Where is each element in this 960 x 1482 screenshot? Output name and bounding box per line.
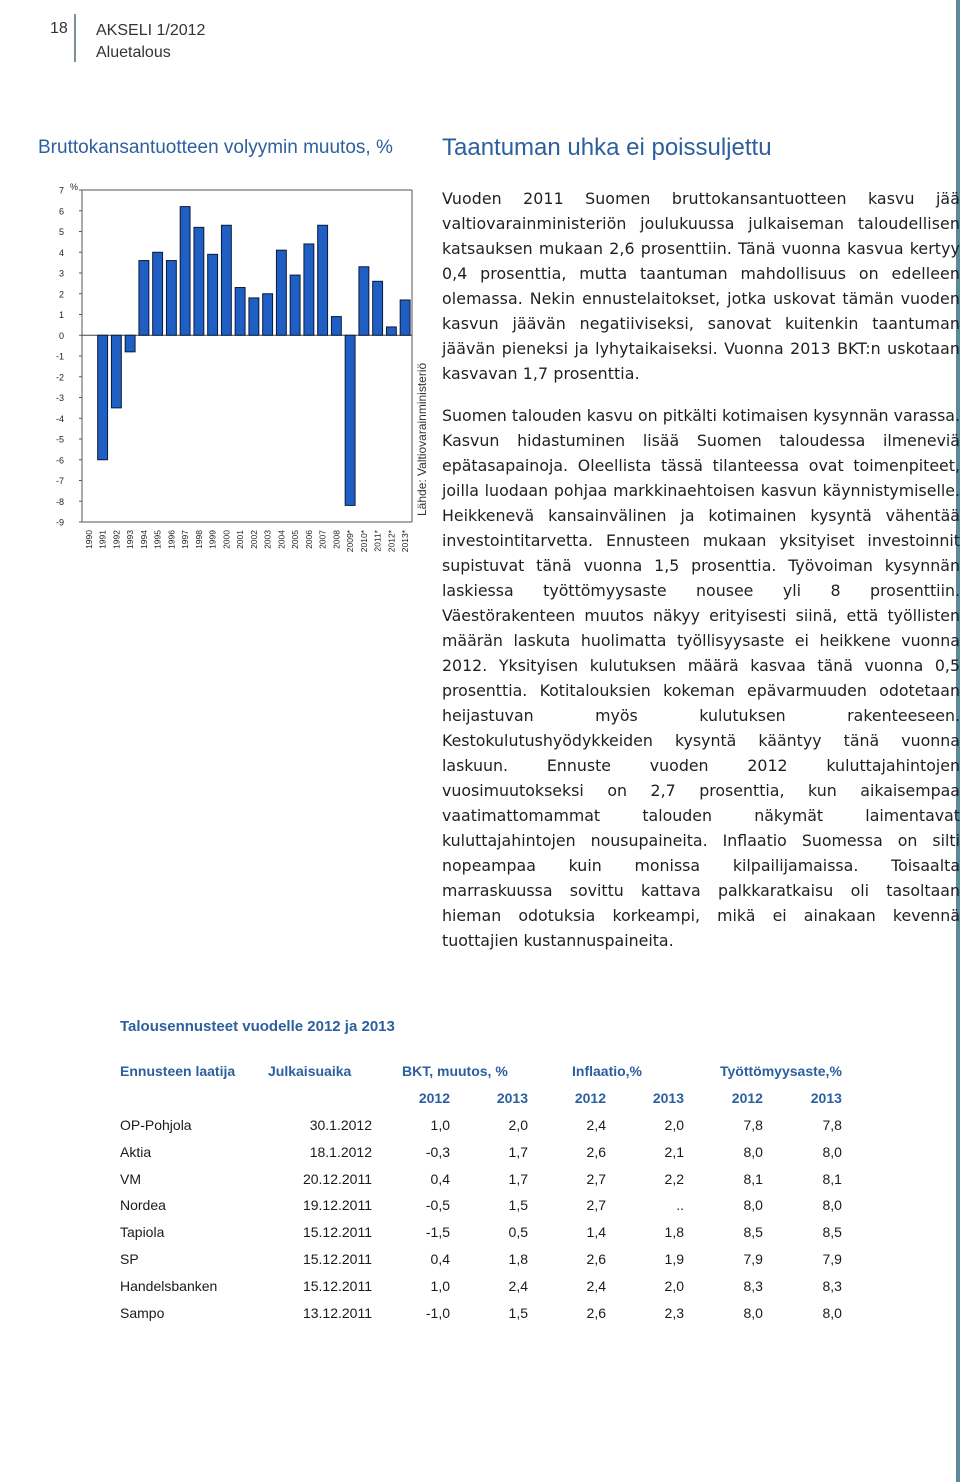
cell-gdp12: 0,4 — [430, 1250, 450, 1267]
table-row — [114, 1272, 848, 1299]
cell-inf12: 2,6 — [586, 1304, 606, 1321]
article-title: Taantuman uhka ei poissuljettu — [442, 134, 772, 161]
cell-un13: 8,0 — [822, 1197, 842, 1214]
bar-1997 — [180, 207, 190, 336]
cell-gdp13: 1,5 — [508, 1197, 528, 1214]
x-tick-label: 2004 — [276, 530, 287, 549]
cell-un13: 8,0 — [822, 1304, 842, 1321]
cell-gdp13: 2,4 — [508, 1277, 528, 1294]
cell-name: Nordea — [120, 1197, 166, 1214]
cell-date: 30.1.2012 — [309, 1116, 372, 1133]
cell-inf12: 2,7 — [586, 1197, 606, 1214]
cell-inf12: 2,6 — [586, 1250, 606, 1267]
gdp-bar-chart — [40, 180, 440, 580]
bar-2009 — [345, 335, 355, 505]
table-row — [114, 1138, 848, 1165]
bar-1994 — [139, 261, 149, 336]
col-inflation: Inflaatio,% — [572, 1063, 643, 1080]
cell-un12: 7,8 — [743, 1116, 763, 1133]
article-paragraph-1: Vuoden 2011 Suomen bruttokansantuotteen kasvu jää valtiovarainministeriön joulukuussa julkaiseman taloudellisen katsauksen mukaan 2,6 prosenttiin. Tänä vuonna kasvua kertyy 0,4 prosenttia, mutta taantuman mahdollisuus on edelleen olemassa. Nekin ennustelaitokset, jotka uskovat tämän vuoden kasvun jäävän negatiiviseksi, sanovat kuitenkin taantuman jäävän pieneksi ja lyhytaikaiseksi. Vuonna 2013 BKT:n uskotaan kasvavan 1,7 prosenttia. — [442, 189, 960, 383]
y-tick-label: 3 — [58, 268, 64, 279]
article-paragraph-2: Suomen talouden kasvu on pitkälti kotimaisen kysynnän varassa. Kasvun hidastuminen lisää Suomen taloudessa ilmeneviä epätasapainoja. Oleellista tässä tilanteessa ovat toimenpiteet, joilla luodaan pohjaa markkinaehtoisen kasvun käynnistymiselle. Heikkenevä kansainvälinen ja kotimainen kysyntä vähentää investointitarvetta. Ennusteen mukaan yksityiset investoinnit supistuvat tänä vuonna 1,5 prosenttia. Työvoiman kysynnän laskiessa työttömyysaste nousee yli 8 prosenttiin. Väestörakenteen muutos näkyy erityisesti siinä, että työllisten määrän laskuta huolimatta työllisyysaste ei heikkene vuonna 2012. Yksityisen kulutuksen määrä kasvaa tänä vuonna 0,5 prosenttia. Kotitalouksien kokeman epävarmuuden odotetaan heijastuvan myös kulutuksen rakenteeseen. Kestokulutushyödykkeiden kysyntä kääntyy tänä vuonna laskuun. Ennuste vuoden 2012 kuluttajahintojen vuosimuutokseksi on 2,7 prosenttia, kun aikaisempaa vaatimattomammat talouden näkymät laimentavat kuluttajahintojen nousupaineita. Inflaatio Suomessa on silti nopeampaa kuin monissa kilpailijamaissa. Toisaalta marraskuussa sovittu kattava palkkaratkaisu oli tasoltaan hieman odotuksia korkeampi, mikä ei ainakaan kevennä tuottajien kustannuspaineita. — [442, 406, 960, 950]
cell-name: SP — [120, 1250, 139, 1267]
cell-date: 18.1.2012 — [309, 1143, 372, 1160]
y-unit-label: % — [70, 182, 79, 192]
y-tick-label: -8 — [55, 496, 64, 507]
table-header-row — [114, 1058, 848, 1085]
cell-date: 20.12.2011 — [302, 1170, 372, 1187]
x-tick-label: 2005 — [290, 530, 301, 549]
bar-2010 — [359, 267, 369, 335]
cell-gdp13: 1,7 — [508, 1143, 528, 1160]
table-row — [114, 1299, 848, 1326]
y-tick-label: 0 — [58, 330, 64, 341]
cell-name: Handelsbanken — [120, 1277, 218, 1294]
cell-gdp12: 0,4 — [430, 1170, 450, 1187]
forecast-table — [114, 1058, 848, 1326]
cell-date: 15.12.2011 — [302, 1250, 372, 1267]
table-row — [114, 1219, 848, 1246]
bar-1996 — [166, 261, 176, 336]
x-tick-label: 2007 — [317, 530, 328, 549]
bar-2003 — [263, 294, 273, 336]
table-row — [114, 1165, 848, 1192]
y-tick-label: -6 — [55, 455, 64, 466]
cell-gdp12: -1,0 — [425, 1304, 450, 1321]
y-tick-label: -5 — [55, 434, 64, 445]
bar-1992 — [111, 335, 121, 408]
chart-axes — [79, 190, 412, 522]
bar-2002 — [249, 298, 259, 335]
year-inf-2013: 2013 — [652, 1090, 684, 1107]
cell-gdp13: 1,8 — [508, 1250, 528, 1267]
bar-1991 — [98, 335, 108, 460]
y-tick-label: -2 — [55, 372, 64, 383]
x-tick-label: 1997 — [180, 530, 191, 549]
cell-inf12: 2,4 — [586, 1277, 606, 1294]
year-un-2013: 2013 — [810, 1090, 842, 1107]
x-tick-label: 1993 — [125, 530, 136, 549]
section-name: Aluetalous — [96, 44, 171, 61]
cell-gdp13: 2,0 — [508, 1116, 528, 1133]
forecast-table-title: Talousennusteet vuodelle 2012 ja 2013 — [120, 1018, 395, 1035]
x-tick-label: 2003 — [262, 530, 273, 549]
header-publication — [96, 20, 205, 64]
bar-2012 — [386, 327, 396, 335]
x-tick-label: 1996 — [166, 530, 177, 549]
cell-inf13: 1,9 — [664, 1250, 684, 1267]
cell-gdp13: 1,7 — [508, 1170, 528, 1187]
bar-1998 — [194, 227, 204, 335]
y-tick-label: 2 — [58, 289, 64, 300]
bar-2013 — [400, 300, 410, 335]
y-tick-label: -4 — [55, 413, 64, 424]
bar-2004 — [276, 250, 286, 335]
cell-gdp12: -0,5 — [425, 1197, 450, 1214]
cell-name: Aktia — [120, 1143, 152, 1160]
col-forecaster: Ennusteen laatija — [120, 1063, 236, 1080]
x-tick-label: 2002 — [248, 530, 259, 549]
cell-gdp13: 1,5 — [508, 1304, 528, 1321]
cell-un12: 7,9 — [743, 1250, 763, 1267]
chart-bars — [98, 207, 410, 506]
y-tick-label: -7 — [55, 476, 64, 486]
cell-un12: 8,0 — [743, 1304, 763, 1321]
table-row — [114, 1112, 848, 1139]
x-tick-label: 2009* — [345, 530, 356, 553]
cell-gdp13: 0,5 — [508, 1224, 528, 1241]
cell-inf13: 2,2 — [664, 1170, 684, 1187]
cell-date: 19.12.2011 — [302, 1197, 372, 1214]
cell-un13: 8,0 — [822, 1143, 842, 1160]
cell-gdp12: -0,3 — [425, 1143, 450, 1160]
cell-un12: 8,0 — [743, 1197, 763, 1214]
y-tick-label: 4 — [58, 247, 64, 258]
x-tick-label: 1995 — [152, 530, 163, 549]
cell-date: 15.12.2011 — [302, 1224, 372, 1241]
cell-name: Sampo — [120, 1304, 165, 1321]
y-tick-label: 7 — [58, 185, 64, 196]
x-tick-label: 1991 — [97, 530, 108, 549]
cell-inf12: 2,4 — [586, 1116, 606, 1133]
table-row — [114, 1192, 848, 1219]
y-tick-label: 5 — [58, 227, 64, 237]
cell-inf13: 1,8 — [664, 1224, 684, 1241]
cell-inf13: 2,0 — [664, 1277, 684, 1294]
x-tick-label: 2011* — [372, 530, 383, 552]
bar-2000 — [221, 225, 231, 335]
x-tick-label: 2001 — [235, 530, 246, 549]
cell-inf12: 1,4 — [586, 1224, 606, 1241]
cell-un13: 8,1 — [822, 1170, 842, 1187]
bar-2005 — [290, 275, 300, 335]
chart-title: Bruttokansantuotteen volyymin muutos, % — [38, 137, 393, 158]
y-tick-label: 1 — [58, 310, 64, 320]
year-un-2012: 2012 — [731, 1090, 763, 1107]
cell-un13: 7,8 — [822, 1116, 842, 1133]
bar-2008 — [331, 317, 341, 336]
col-published: Julkaisuaika — [268, 1063, 352, 1080]
x-tick-label: 1999 — [207, 530, 218, 549]
cell-name: OP-Pohjola — [120, 1116, 192, 1133]
table-year-row — [114, 1085, 848, 1112]
cell-un13: 7,9 — [822, 1250, 842, 1267]
cell-gdp12: 1,0 — [430, 1116, 450, 1133]
y-tick-label: -3 — [55, 393, 64, 403]
x-tick-label: 1998 — [193, 530, 204, 549]
year-gdp-2012: 2012 — [418, 1090, 450, 1107]
x-tick-label: 2006 — [303, 530, 314, 549]
cell-inf12: 2,6 — [586, 1143, 606, 1160]
bar-1993 — [125, 335, 135, 352]
chart-source: Lähde: Valtiovarainministeriö — [415, 362, 429, 516]
year-gdp-2013: 2013 — [496, 1090, 528, 1107]
bar-2007 — [318, 225, 328, 335]
cell-gdp12: 1,0 — [430, 1277, 450, 1294]
article-body — [442, 186, 960, 970]
table-row — [114, 1246, 848, 1273]
x-tick-label: 2008 — [331, 530, 342, 549]
magazine-issue: AKSELI 1/2012 — [96, 22, 206, 39]
header-divider — [74, 14, 76, 62]
cell-inf13: .. — [676, 1197, 684, 1214]
x-tick-label: 2000 — [221, 530, 232, 549]
cell-un12: 8,3 — [743, 1277, 763, 1294]
cell-un12: 8,0 — [743, 1143, 763, 1160]
cell-name: Tapiola — [120, 1224, 165, 1241]
y-tick-label: -9 — [55, 517, 64, 528]
cell-inf13: 2,3 — [664, 1304, 684, 1321]
col-unemployment: Työttömyysaste,% — [720, 1063, 842, 1080]
cell-un12: 8,1 — [743, 1170, 763, 1187]
year-inf-2012: 2012 — [574, 1090, 606, 1107]
cell-inf12: 2,7 — [586, 1170, 606, 1187]
chart-svg — [40, 180, 440, 580]
y-tick-label: 6 — [58, 206, 64, 217]
cell-name: VM — [120, 1170, 141, 1187]
cell-inf13: 2,1 — [664, 1143, 684, 1160]
cell-inf13: 2,0 — [664, 1116, 684, 1133]
bar-2011 — [373, 281, 383, 335]
cell-date: 15.12.2011 — [302, 1277, 372, 1294]
cell-date: 13.12.2011 — [302, 1304, 372, 1321]
cell-un13: 8,3 — [822, 1277, 842, 1294]
bar-2006 — [304, 244, 314, 335]
x-tick-label: 2012* — [386, 530, 397, 553]
x-tick-label: 1994 — [138, 530, 149, 549]
cell-un13: 8,5 — [822, 1224, 842, 1241]
cell-un12: 8,5 — [743, 1224, 763, 1241]
col-gdp: BKT, muutos, % — [402, 1063, 508, 1080]
y-tick-label: -1 — [55, 351, 64, 362]
x-tick-label: 2013* — [400, 530, 411, 553]
cell-gdp12: -1,5 — [425, 1224, 450, 1241]
page-number: 18 — [50, 20, 68, 37]
bar-1999 — [208, 254, 218, 335]
x-tick-label: 1990 — [83, 530, 94, 549]
x-tick-label: 1992 — [111, 530, 122, 549]
x-tick-label: 2010* — [358, 530, 369, 553]
bar-2001 — [235, 288, 245, 336]
bar-1995 — [153, 252, 163, 335]
